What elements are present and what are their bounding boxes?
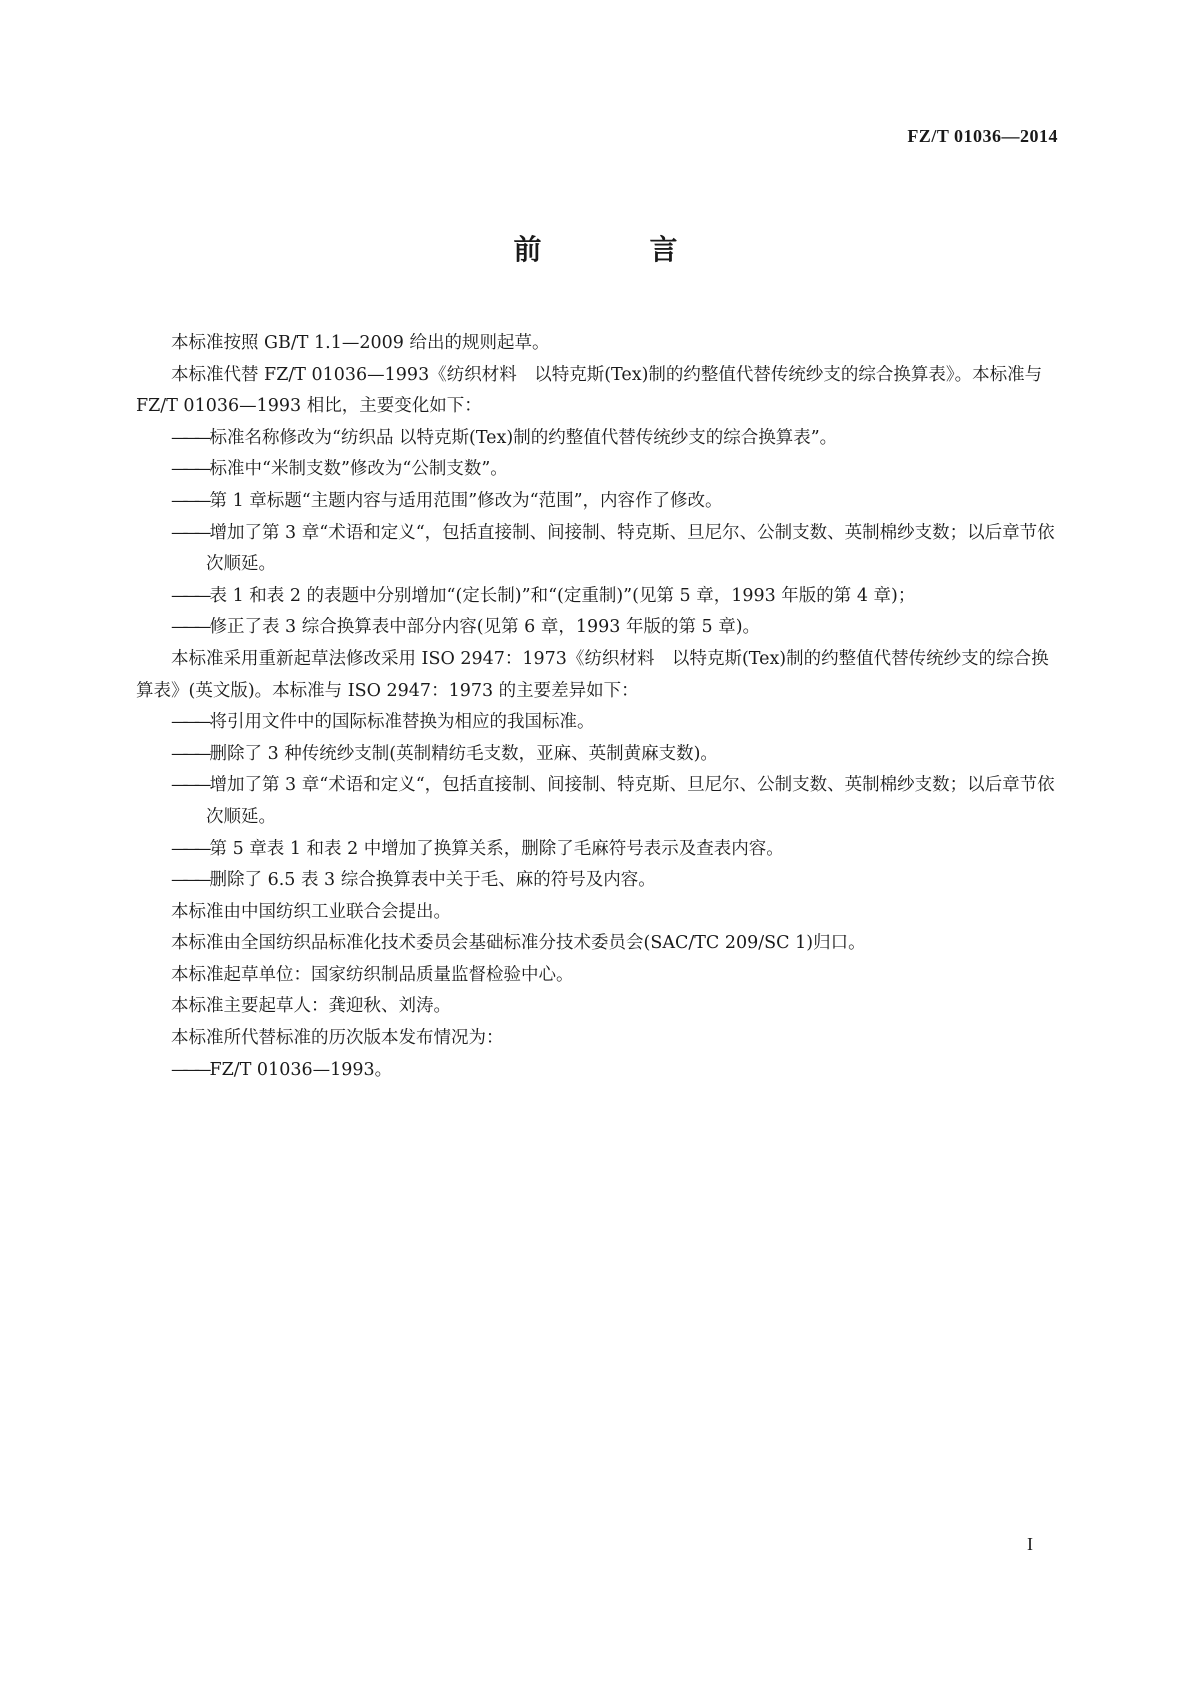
dash-list-item: ——— 修正了表 3 综合换算表中部分内容(见第 6 章，1993 年版的第 5 章)。 [136,612,1060,644]
dash-list-item: ——— 第 1 章标题“主题内容与适用范围”修改为“范围”，内容作了修改。 [136,486,1060,518]
paragraph: 本标准按照 GB/T 1.1—2009 给出的规则起草。 [171,333,550,353]
paragraph: 本标准采用重新起草法修改采用 ISO 2947：1973《纺织材料 以特克斯(Tex)制的约整值代替传统纱支的综合换算表》(英文版)。本标准与 ISO 2947：1973 的主要差异如下： [136,648,1049,701]
foreword-body [136,328,1060,1086]
dash-list-item: ——— 表 1 和表 2 的表题中分别增加“(定长制)”和“(定重制)”(见第 5 章，1993 年版的第 4 章)； [136,581,1060,613]
page-title: 前 言 [513,233,718,266]
page-number: I [1027,1534,1033,1554]
dash-list-item: ——— FZ/T 01036—1993。 [136,1055,1060,1087]
dash-list-item: ——— 标准名称修改为“纺织品 以特克斯(Tex)制的约整值代替传统纱支的综合换算表”。 [136,423,1060,455]
dash-list-item: ——— 删除了 3 种传统纱支制(英制精纺毛支数，亚麻、英制黄麻支数)。 [136,739,1060,771]
paragraph: 本标准由中国纺织工业联合会提出。 [171,901,451,922]
standard-code-header: FZ/T 01036—2014 [907,126,1058,146]
dash-list-item: ——— 第 5 章表 1 和表 2 中增加了换算关系，删除了毛麻符号表示及查表内容。 [136,834,1060,866]
paragraph: 本标准起草单位：国家纺织制品质量监督检验中心。 [171,964,574,985]
paragraph: 本标准所代替标准的历次版本发布情况为： [171,1028,504,1049]
dash-list-item: ——— 标准中“米制支数”修改为“公制支数”。 [136,454,1060,486]
paragraph: 本标准主要起草人：龚迎秋、刘涛。 [171,996,451,1017]
dash-list-item: ——— 删除了 6.5 表 3 综合换算表中关于毛、麻的符号及内容。 [136,865,1060,897]
dash-list-item: ——— 增加了第 3 章“术语和定义“，包括直接制、间接制、特克斯、旦尼尔、公制支数、英制棉纱支数；以后章节依次顺延。 [136,770,1060,833]
paragraph: 本标准由全国纺织品标准化技术委员会基础标准分技术委员会(SAC/TC 209/SC 1)归口。 [171,933,866,954]
dash-list-item: ——— 增加了第 3 章“术语和定义“，包括直接制、间接制、特克斯、旦尼尔、公制支数、英制棉纱支数；以后章节依次顺延。 [136,518,1060,581]
paragraph: 本标准代替 FZ/T 01036—1993《纺织材料 以特克斯(Tex)制的约整值代替传统纱支的综合换算表》。本标准与 FZ/T 01036—1993 相比，主要变化如下： [136,364,1043,417]
dash-list-item: ——— 将引用文件中的国际标准替换为相应的我国标准。 [136,707,1060,739]
